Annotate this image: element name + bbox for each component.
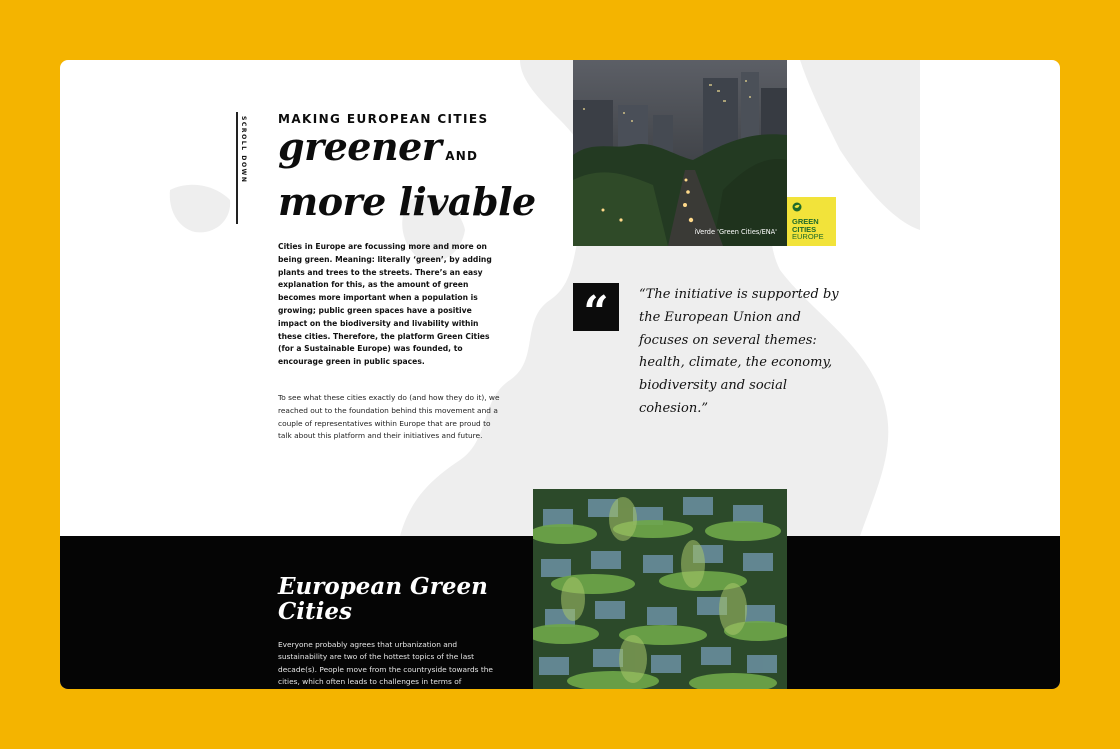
photo-caption: iVerde 'Green Cities/ENA': [694, 228, 777, 236]
hero-kicker: MAKING EUROPEAN CITIES: [278, 112, 489, 126]
logo-line-green: GREEN: [792, 216, 819, 226]
headline-word-greener: greener: [278, 124, 442, 169]
logo-line-europe: EUROPE: [792, 232, 824, 242]
headline-line-more-livable: more livable: [278, 179, 536, 224]
green-cities-europe-logo: [787, 197, 836, 246]
logo-line-cities: CITIES: [792, 224, 817, 234]
section-paragraph: Everyone probably agrees that urbanization and sustainability are two of the hottest topics of the last decade(s). People move from the countryside towards the cities, which often leads to challenges in terms of: [278, 640, 493, 687]
intro-paragraph: To see what these cities exactly do (and how they do it), we reached out to the foundation behind this movement and a couple of representatives within Europe that are proud to talk about this platform and their initiatives and future.: [278, 393, 500, 441]
article-card: [60, 60, 1060, 689]
leaf-icon: [792, 202, 802, 212]
scroll-down-indicator[interactable]: [232, 112, 246, 224]
city-park-photo: [573, 60, 787, 246]
headline-and: AND: [445, 149, 479, 163]
intro-paragraph-bold: Cities in Europe are focussing more and more on being green. Meaning: literally ‘green’, by adding plants and trees to the streets. There’s an easy explanation for this, as the amount of green becomes more important when a population is growing; public green spaces have a positive impact on the biodiversity and livability within these cities. Therefore, the platform Green Cities (for a Sustainable Europe) was founded, to encourage green in public spaces.: [278, 242, 492, 367]
quote-icon: “: [573, 283, 619, 331]
scroll-down-label: SCROLL DOWN: [240, 116, 247, 184]
scroll-line: [236, 112, 238, 224]
green-facade-building-photo: [533, 489, 787, 689]
pull-quote: “The initiative is supported by the European Union and focuses on several themes: health, climate, the economy, biodiversity and social cohesion.”: [639, 287, 839, 416]
hero-headline: [278, 124, 536, 233]
section-title: European Green Cities: [278, 573, 488, 625]
